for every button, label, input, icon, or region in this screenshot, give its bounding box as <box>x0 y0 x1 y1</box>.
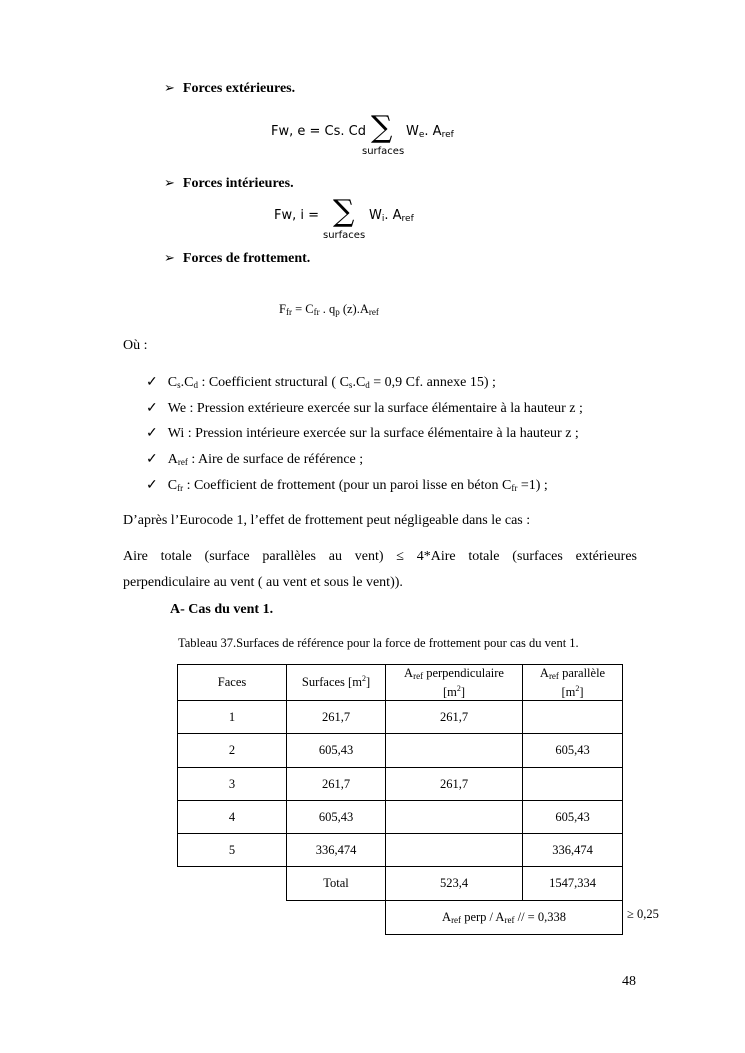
table-row <box>178 734 623 768</box>
definition-wi: ✓ Wi : Pression intérieure exercée sur la surface élémentaire à la hauteur z ; <box>146 426 579 441</box>
header-faces: Faces <box>178 665 287 701</box>
cell-ratio: Aref perp / Aref // = 0,338 <box>386 901 623 935</box>
table-row <box>178 768 623 801</box>
cell-face: 5 <box>178 834 287 867</box>
cell-par <box>523 768 623 801</box>
definition-we: ✓ We : Pression extérieure exercée sur la surface élémentaire à la hauteur z ; <box>146 401 583 416</box>
definition-aref: ✓ Aref : Aire de surface de référence ; <box>146 452 364 467</box>
cell-perp: 261,7 <box>386 701 523 734</box>
ratio-comparison: ≥ 0,25 <box>627 907 659 921</box>
sigma-symbol: ∑ <box>371 110 393 145</box>
sigma-subscript: surfaces <box>362 146 405 157</box>
sigma-symbol: ∑ <box>333 194 355 229</box>
cell-face: 4 <box>178 801 287 834</box>
cell-surface: 336,474 <box>287 834 386 867</box>
cell-surface: 605,43 <box>287 734 386 768</box>
paragraph-condition-line2: perpendiculaire au vent ( au vent et sous le vent)). <box>123 575 403 590</box>
empty-cell <box>287 901 386 935</box>
checkmark-icon: ✓ <box>146 401 158 416</box>
cell-surface: 261,7 <box>287 768 386 801</box>
empty-cell <box>178 867 287 901</box>
checkmark-icon: ✓ <box>146 478 158 493</box>
reference-surfaces-table <box>177 664 623 935</box>
arrow-bullet-icon: ➢ <box>164 250 175 265</box>
table-caption: Tableau 37.Surfaces de référence pour la force de frottement pour cas du vent 1. <box>178 636 579 650</box>
cell-surface: 605,43 <box>287 801 386 834</box>
definition-cs-cd: ✓ Cs.Cd : Coefficient structural ( Cs.Cd = 0,9 Cf. annexe 15) ; <box>146 375 496 390</box>
cell-par: 605,43 <box>523 801 623 834</box>
checkmark-icon: ✓ <box>146 375 158 390</box>
cell-total-label: Total <box>287 867 386 901</box>
header-surfaces: Surfaces $[m^2]$ <box>287 665 386 701</box>
table-row <box>178 701 623 734</box>
cell-par <box>523 701 623 734</box>
table-ratio-row <box>178 901 623 935</box>
arrow-bullet-icon: ➢ <box>164 175 175 190</box>
table-header-row <box>178 665 623 701</box>
heading-forces-interieures: ➢ Forces intérieures. <box>164 175 294 191</box>
definition-cfr: ✓ Cfr : Coefficient de frottement (pour un paroi lisse en béton Cfr =1) ; <box>146 478 548 493</box>
cell-perp <box>386 801 523 834</box>
header-aref-parallele: Aref parallèle $[m^2]$ <box>523 665 623 701</box>
paragraph-eurocode: D’après l’Eurocode 1, l’effet de frottement peut négligeable dans le cas : <box>123 513 531 528</box>
cell-face: 1 <box>178 701 287 734</box>
cell-total-perp: 523,4 <box>386 867 523 901</box>
cell-total-par: 1547,334 <box>523 867 623 901</box>
table-total-row <box>178 867 623 901</box>
table-row <box>178 834 623 867</box>
ou-label: Où : <box>123 338 148 353</box>
cell-par: 336,474 <box>523 834 623 867</box>
cell-surface: 261,7 <box>287 701 386 734</box>
formula-fw-e-lhs: Fw, e = Cs. Cd <box>271 124 366 139</box>
page-number: 48 <box>622 974 636 989</box>
cell-perp <box>386 834 523 867</box>
checkmark-icon: ✓ <box>146 452 158 467</box>
formula-ffr: Ffr = Cfr . qp (z).Aref <box>279 302 379 317</box>
cell-face: 2 <box>178 734 287 768</box>
cell-perp: 261,7 <box>386 768 523 801</box>
formula-fw-e-rhs: We. Aref <box>406 124 454 140</box>
checkmark-icon: ✓ <box>146 426 158 441</box>
arrow-bullet-icon: ➢ <box>164 80 175 95</box>
cell-par: 605,43 <box>523 734 623 768</box>
section-title: A- Cas du vent 1. <box>170 602 274 617</box>
table-row <box>178 801 623 834</box>
sigma-subscript: surfaces <box>323 230 366 241</box>
empty-cell <box>178 901 287 935</box>
formula-fw-i-lhs: Fw, i = <box>274 208 320 223</box>
cell-face: 3 <box>178 768 287 801</box>
header-aref-perpendiculaire: Aref perpendiculaire $[m^2]$ <box>386 665 523 701</box>
paragraph-condition-line1: Aire totale (surface parallèles au vent) ≤ 4*Aire totale (surfaces extérieures <box>123 549 637 564</box>
formula-fw-i-rhs: Wi. Aref <box>369 208 414 224</box>
cell-perp <box>386 734 523 768</box>
heading-forces-exterieures: ➢ Forces extérieures. <box>164 80 296 96</box>
heading-forces-frottement: ➢ Forces de frottement. <box>164 250 311 266</box>
